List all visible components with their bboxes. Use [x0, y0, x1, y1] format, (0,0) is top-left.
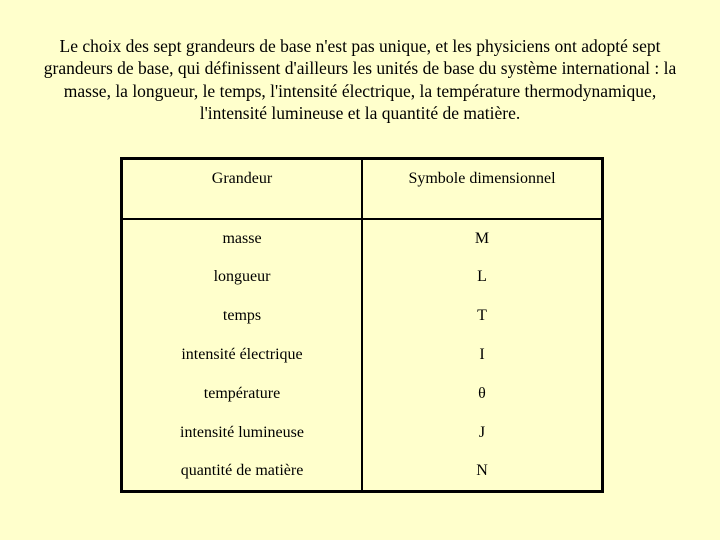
- cell-grandeur: masse: [222, 229, 262, 247]
- table-row: [122, 219, 603, 258]
- cell-grandeur: intensité électrique: [181, 346, 303, 363]
- cell-symbole: N: [362, 453, 603, 492]
- table-row: [122, 453, 603, 492]
- header-symbole: Symbole dimensionnel: [362, 159, 603, 219]
- cell-grandeur: temps: [222, 307, 262, 324]
- header-grandeur: Grandeur: [122, 159, 363, 219]
- table-header-row: [122, 159, 603, 219]
- cell-grandeur: quantité de matière: [180, 462, 304, 480]
- cell-symbole: J: [362, 414, 603, 453]
- cell-grandeur: intensité lumineuse: [180, 424, 304, 441]
- cell-symbole: I: [362, 336, 603, 375]
- intro-paragraph: Le choix des sept grandeurs de base n'est pas unique, et les physiciens ont adopté sept grandeurs de base, qui définissent d'ailleurs les unités de base du système international : la masse, la longueur, le temps, l'intensité électrique, la température thermodynamique, l'intensité lumineuse et la quantité de matière.: [43, 36, 677, 123]
- cell-grandeur: longueur: [213, 268, 271, 285]
- table-row: [122, 258, 603, 297]
- cell-symbole: L: [362, 258, 603, 297]
- table-row: [122, 414, 603, 453]
- cell-symbole: θ: [362, 375, 603, 414]
- base-quantities-table: [120, 157, 604, 493]
- table-row: [122, 336, 603, 375]
- table-row: [122, 375, 603, 414]
- cell-grandeur: température: [203, 385, 281, 402]
- table-row: [122, 297, 603, 336]
- cell-symbole: T: [362, 297, 603, 336]
- cell-symbole: M: [362, 219, 603, 258]
